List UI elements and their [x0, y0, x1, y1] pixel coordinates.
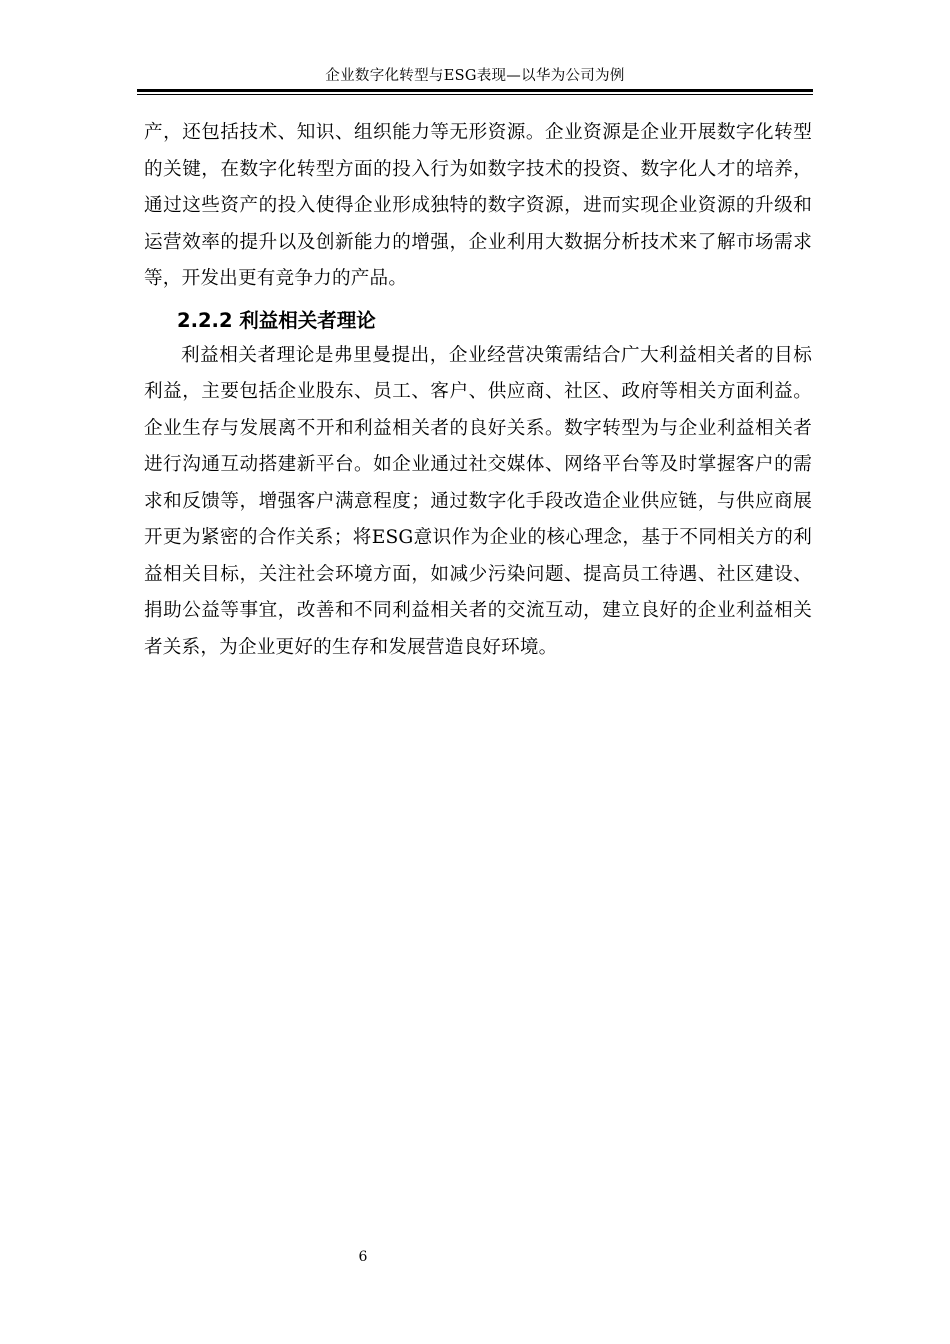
section-heading: 2.2.2 利益相关者理论: [177, 308, 376, 332]
header-rule-thick: [137, 89, 813, 92]
running-header: 企业数字化转型与ESG表现—以华为公司为例: [325, 68, 625, 84]
page-body: [144, 115, 812, 666]
paragraph-continued: 产，还包括技术、知识、组织能力等无形资源。企业资源是企业开展数字化转型的关键，在数字化转型方面的投入行为如数字技术的投资、数字化人才的培养，通过这些资产的投入使得企业形成独特的数字资源，进而实现企业资源的升级和运营效率的提升以及创新能力的增强，企业利用大数据分析技术来了解市场需求等，开发出更有竞争力的产品。: [144, 122, 812, 289]
header-rule-thin: [137, 94, 813, 95]
paragraph-stakeholder-theory: 利益相关者理论是弗里曼提出，企业经营决策需结合广大利益相关者的目标利益，主要包括企业股东、员工、客户、供应商、社区、政府等相关方面利益。企业生存与发展离不开和利益相关者的良好关系。数字转型为与企业利益相关者进行沟通互动搭建新平台。如企业通过社交媒体、网络平台等及时掌握客户的需求和反馈等，增强客户满意程度；通过数字化手段改造企业供应链，与供应商展开更为紧密的合作关系；将ESG意识作为企业的核心理念，基于不同相关方的利益相关目标，关注社会环境方面，如减少污染问题、提高员工待遇、社区建设、捐助公益等事宜，改善和不同利益相关者的交流互动，建立良好的企业利益相关者关系，为企业更好的生存和发展营造良好环境。: [144, 344, 812, 658]
page-number: 6: [358, 1249, 368, 1265]
